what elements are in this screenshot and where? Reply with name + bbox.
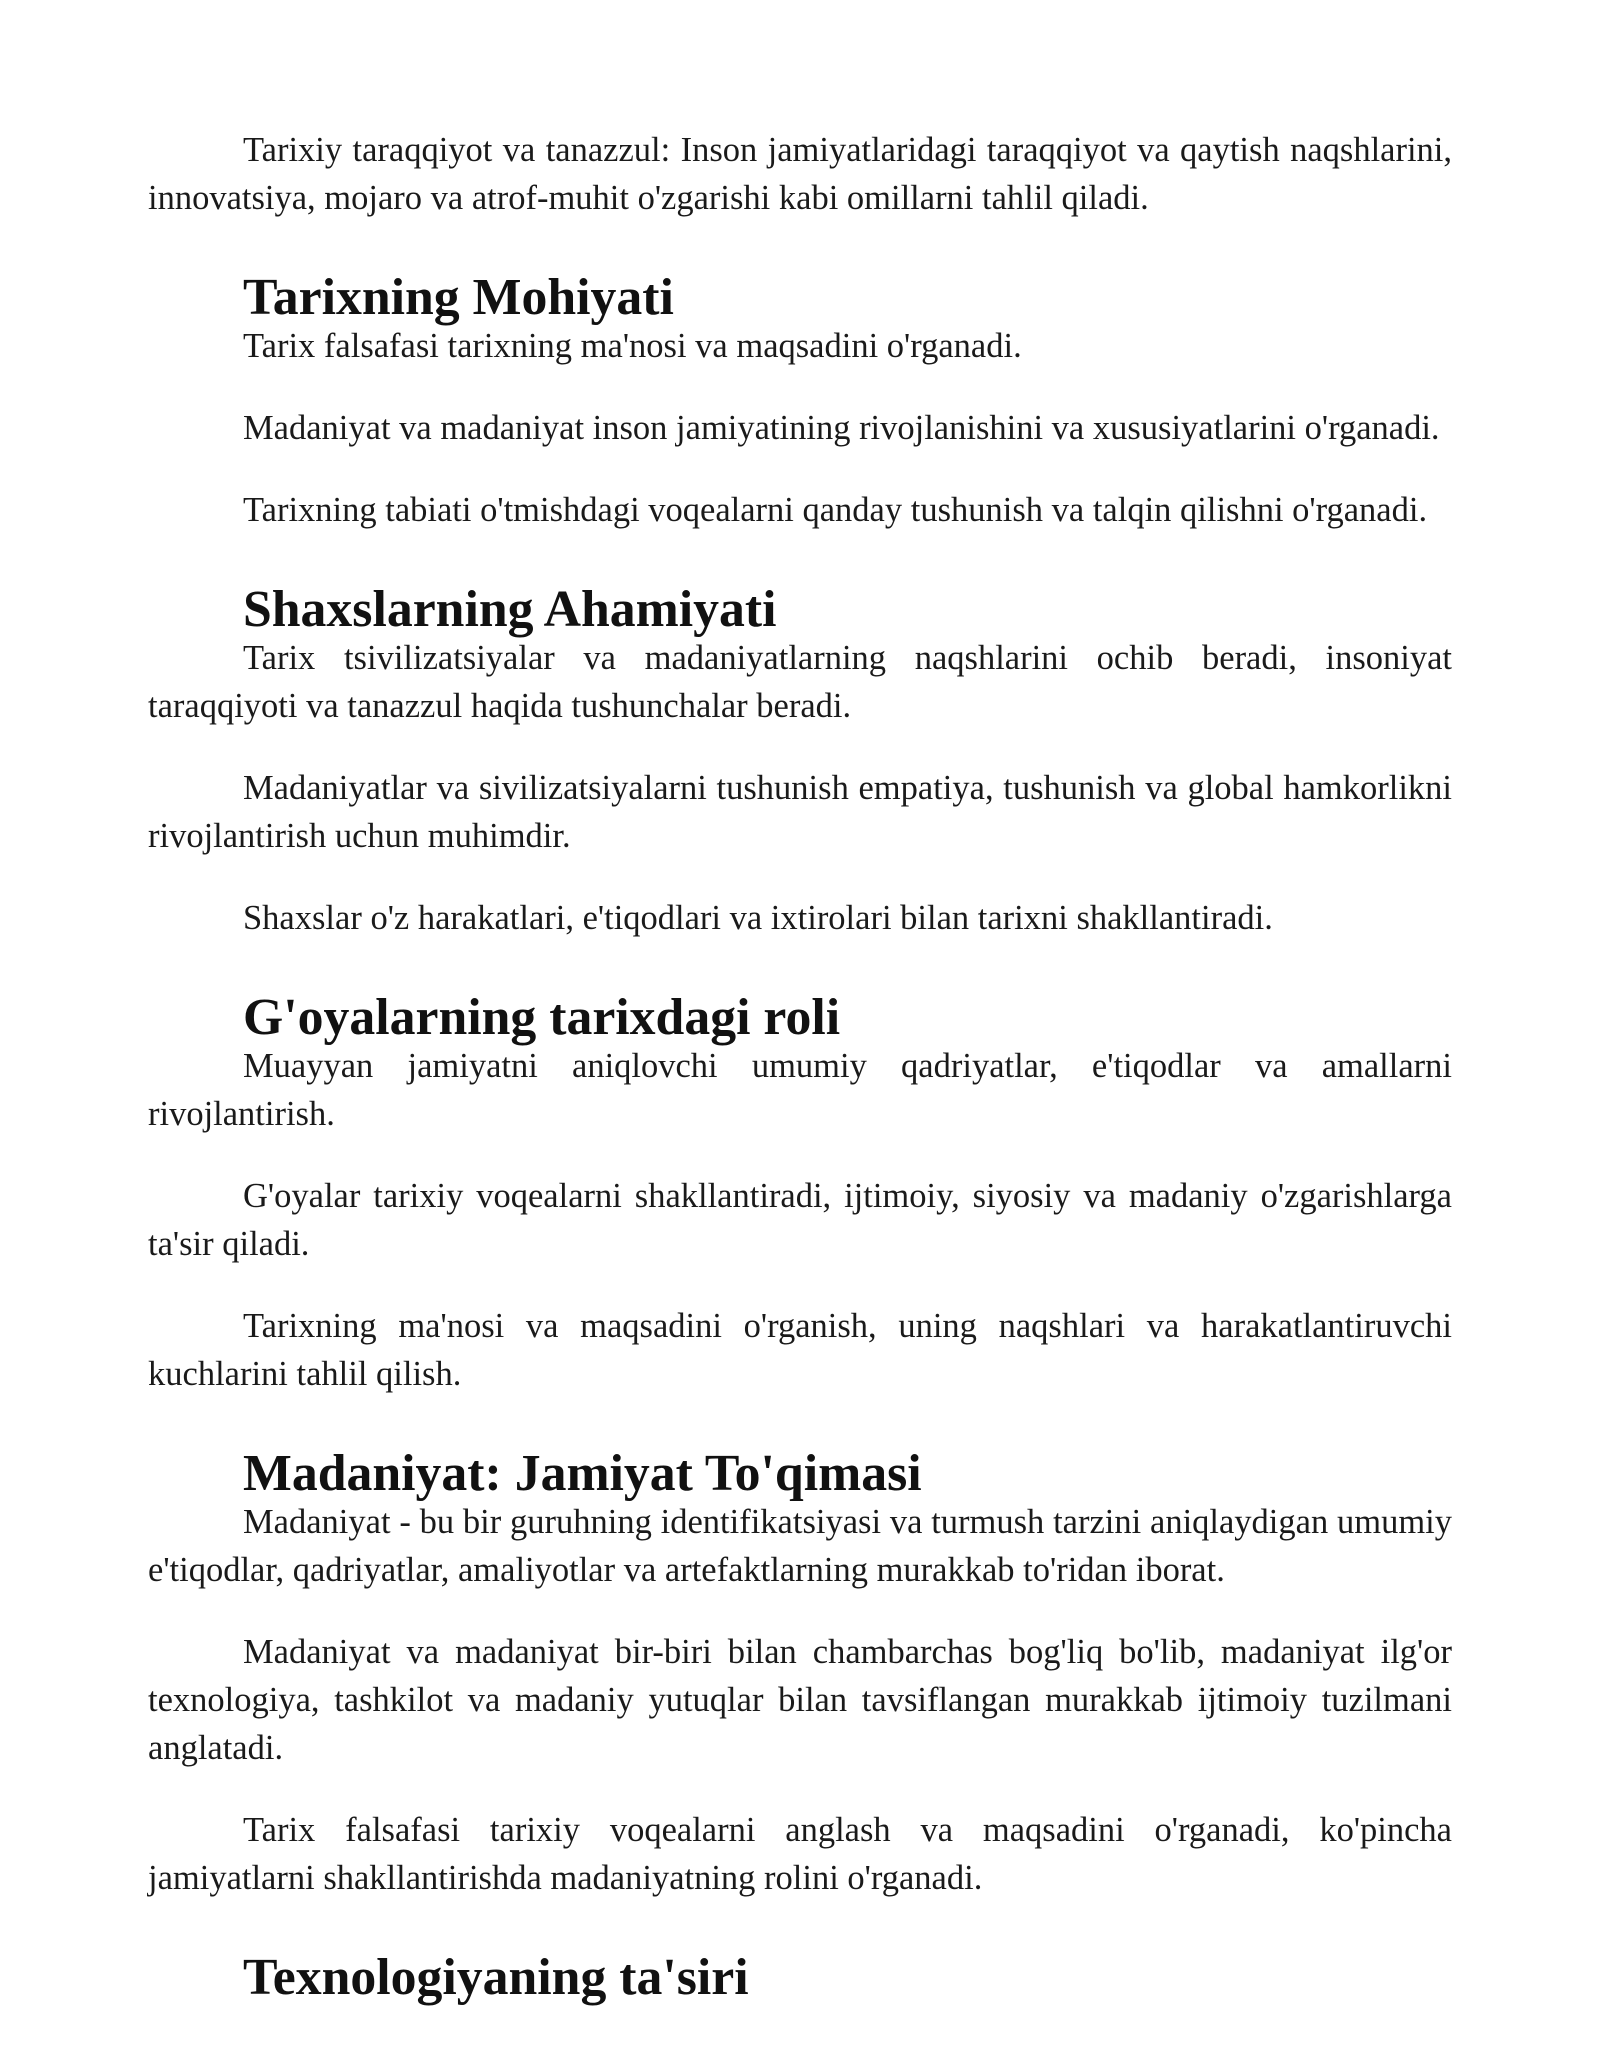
section-texnologiyaning-tasiri: [148, 1949, 1452, 2006]
section-paragraph: Shaxslar o'z harakatlari, e'tiqodlari va ixtirolari bilan tarixni shakllantiradi.: [243, 899, 1273, 937]
intro-paragraph: Tarixiy taraqqiyot va tanazzul: Inson jamiyatlaridagi taraqqiyot va qaytish naqshlarini, innovatsiya, mojaro va atrof-muhit o'zgarishi kabi omillarni tahlil qiladi.: [148, 131, 1452, 217]
section-heading: Texnologiyaning ta'siri: [243, 1949, 749, 2006]
section-shaxslarning-ahamiyati: [148, 581, 1452, 942]
section-heading: Shaxslarning Ahamiyati: [243, 581, 777, 638]
section-paragraph: Tarixning tabiati o'tmishdagi voqealarni qanday tushunish va talqin qilishni o'rganadi.: [243, 491, 1428, 529]
section-paragraph: Tarix falsafasi tarixning ma'nosi va maqsadini o'rganadi.: [243, 327, 1022, 365]
section-paragraph: Madaniyat va madaniyat bir-biri bilan chambarchas bog'liq bo'lib, madaniyat ilg'or texnologiya, tashkilot va madaniy yutuqlar bilan tavsiflangan murakkab ijtimoiy tuzilmani anglatadi.: [148, 1633, 1452, 1767]
section-tarixning-mohiyati: [148, 269, 1452, 534]
section-heading: Tarixning Mohiyati: [243, 269, 674, 326]
section-paragraph: Madaniyat - bu bir guruhning identifikatsiyasi va turmush tarzini aniqlaydigan umumiy e'tiqodlar, qadriyatlar, amaliyotlar va artefaktlarning murakkab to'ridan iborat.: [148, 1503, 1452, 1589]
section-paragraph: Tarix falsafasi tarixiy voqealarni anglash va maqsadini o'rganadi, ko'pincha jamiyatlarni shakllantirishda madaniyatning rolini o'rganadi.: [148, 1811, 1452, 1897]
section-paragraph: Madaniyat va madaniyat inson jamiyatining rivojlanishini va xususiyatlarini o'rganadi.: [243, 409, 1440, 447]
section-paragraph: Madaniyatlar va sivilizatsiyalarni tushunish empatiya, tushunish va global hamkorlikni rivojlantirish uchun muhimdir.: [148, 769, 1452, 855]
section-paragraph: Tarixning ma'nosi va maqsadini o'rganish, uning naqshlari va harakatlantiruvchi kuchlarini tahlil qilish.: [148, 1307, 1452, 1393]
document-page: [148, 126, 1452, 2006]
section-paragraph: G'oyalar tarixiy voqealarni shakllantiradi, ijtimoiy, siyosiy va madaniy o'zgarishlarga ta'sir qiladi.: [148, 1177, 1452, 1263]
section-goyalarning-roli: [148, 989, 1452, 1398]
section-paragraph: Muayyan jamiyatni aniqlovchi umumiy qadriyatlar, e'tiqodlar va amallarni rivojlantirish.: [148, 1047, 1452, 1133]
section-madaniyat-jamiyat-toqimasi: [148, 1445, 1452, 1902]
section-heading: G'oyalarning tarixdagi roli: [243, 989, 841, 1046]
section-heading: Madaniyat: Jamiyat To'qimasi: [243, 1445, 922, 1502]
section-paragraph: Tarix tsivilizatsiyalar va madaniyatlarning naqshlarini ochib beradi, insoniyat taraqqiyoti va tanazzul haqida tushunchalar beradi.: [148, 639, 1452, 725]
